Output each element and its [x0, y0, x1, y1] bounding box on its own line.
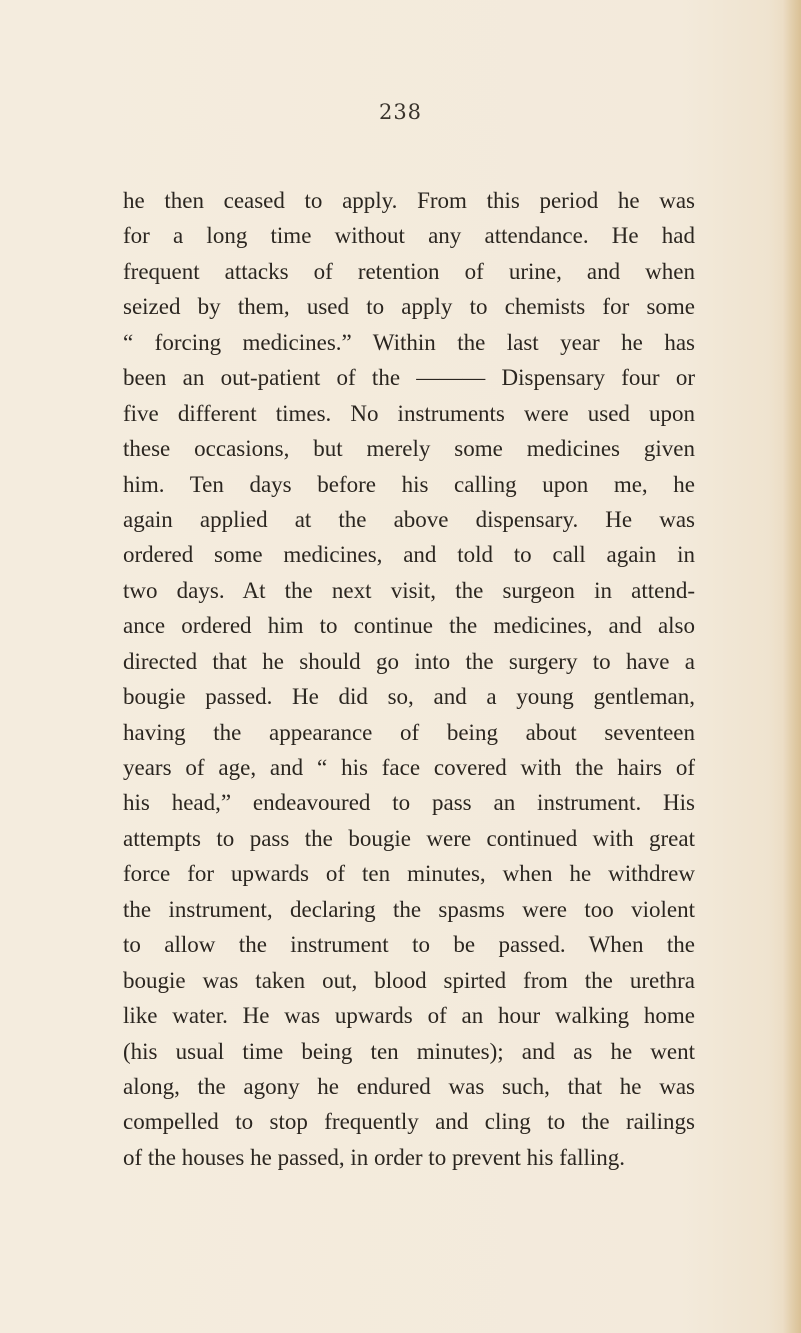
- text-line: (his usual time being ten minutes); and as he went: [123, 1038, 695, 1064]
- text-line: directed that he should go into the surgery to have a: [123, 648, 695, 674]
- text-line: two days. At the next visit, the surgeon in attend-: [123, 577, 695, 603]
- text-line: bougie was taken out, blood spirted from the urethra: [123, 967, 695, 993]
- text-line: “ forcing medicines.” Within the last year he has: [123, 329, 695, 355]
- text-line: for a long time without any attendance. He had: [123, 223, 695, 249]
- text-line: he then ceased to apply. From this period he was: [123, 188, 695, 213]
- body-text: [123, 183, 695, 1175]
- text-line: along, the agony he endured was such, that he was: [123, 1073, 695, 1099]
- text-line: seized by them, used to apply to chemists for some: [123, 294, 695, 320]
- text-line: like water. He was upwards of an hour walking home: [123, 1003, 695, 1029]
- text-line: bougie passed. He did so, and a young gentleman,: [123, 684, 695, 710]
- text-line: force for upwards of ten minutes, when he withdrew: [123, 861, 695, 887]
- text-line: him. Ten days before his calling upon me, he: [123, 471, 695, 497]
- page-number: 238: [378, 100, 423, 124]
- text-line: having the appearance of being about seventeen: [123, 719, 695, 745]
- text-line: to allow the instrument to be passed. When the: [123, 932, 695, 958]
- text-line: of the houses he passed, in order to prevent his falling.: [123, 1144, 626, 1170]
- text-line: five different times. No instruments were used upon: [123, 400, 695, 426]
- page-edge-shadow: [783, 0, 801, 1333]
- text-line: attempts to pass the bougie were continued with great: [123, 825, 695, 851]
- text-line: years of age, and “ his face covered with the hairs of: [123, 755, 695, 780]
- text-line: these occasions, but merely some medicines given: [123, 436, 695, 462]
- text-line: ordered some medicines, and told to call again in: [123, 542, 695, 568]
- text-line: frequent attacks of retention of urine, and when: [123, 258, 695, 284]
- text-line: his head,” endeavoured to pass an instrument. His: [123, 790, 695, 816]
- text-line: the instrument, declaring the spasms were too violent: [123, 896, 695, 922]
- text-line: ance ordered him to continue the medicines, and also: [123, 613, 695, 639]
- text-line: compelled to stop frequently and cling to the railings: [123, 1109, 695, 1135]
- text-line: been an out-patient of the ——— Dispensary four or: [123, 365, 695, 391]
- text-line: again applied at the above dispensary. He was: [123, 506, 695, 532]
